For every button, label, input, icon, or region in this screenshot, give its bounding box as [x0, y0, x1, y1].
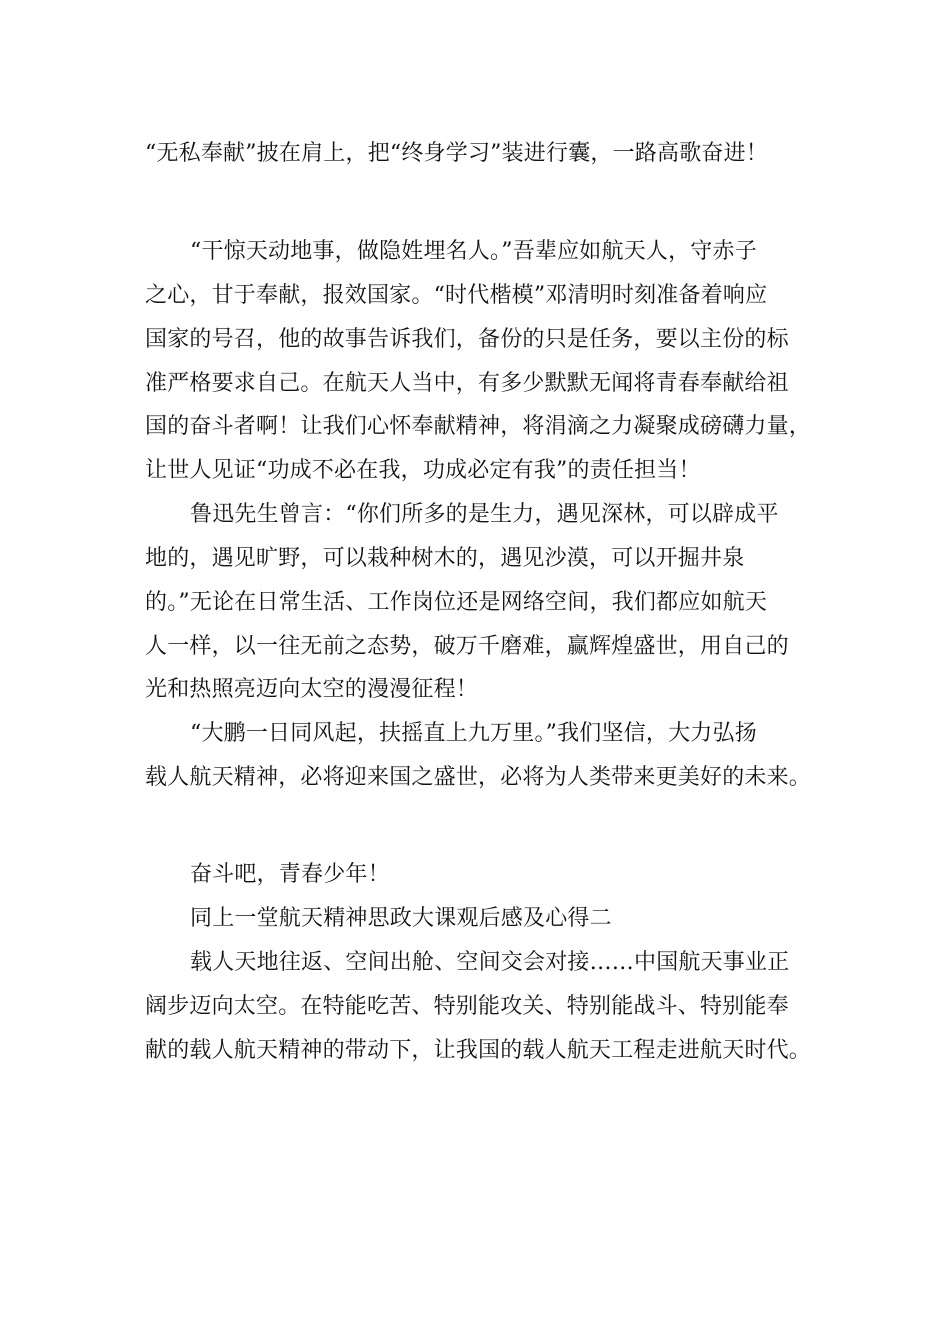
paragraph-3-line-1: 载人航天精神，必将迎来国之盛世，必将为人类带来更美好的未来。	[145, 765, 812, 790]
paragraph-2-line-1: 地的，遇见旷野，可以栽种树木的，遇见沙漠，可以开掘井泉	[145, 546, 745, 571]
paragraph-3-line-0: “大鹏一日同风起，扶摇直上九万里。”我们坚信，大力弘扬	[190, 721, 757, 746]
paragraph-1-line-1: 之心，甘于奉献，报效国家。“时代楷模”邓清明时刻准备着响应	[145, 283, 768, 308]
paragraph-1-line-0: “干惊天动地事，做隐姓埋名人。”吾辈应如航天人，守赤子	[190, 239, 757, 264]
paragraph-4-line-0: 奋斗吧，青春少年！	[190, 862, 390, 887]
paragraph-5-line-0: 同上一堂航天精神思政大课观后感及心得二	[190, 906, 612, 931]
paragraph-1-line-3: 准严格要求自己。在航天人当中，有多少默默无闻将青春奉献给祖	[145, 371, 789, 396]
paragraph-1-line-4: 国的奋斗者啊！让我们心怀奉献精神，将涓滴之力凝聚成磅礴力量，	[145, 414, 812, 439]
paragraph-6-line-0: 载人天地往返、空间出舱、空间交会对接……中国航天事业正	[190, 950, 790, 975]
paragraph-1-line-5: 让世人见证“功成不必在我，功成必定有我”的责任担当！	[145, 458, 701, 483]
paragraph-0-line-0: “无私奉献”披在肩上，把“终身学习”装进行囊，一路高歌奋进！	[145, 141, 768, 166]
paragraph-2-line-0: 鲁迅先生曾言：“你们所多的是生力，遇见深林，可以辟成平	[190, 502, 779, 527]
paragraph-6-line-2: 献的载人航天精神的带动下，让我国的载人航天工程走进航天时代。	[145, 1038, 812, 1063]
paragraph-6-line-1: 阔步迈向太空。在特能吃苦、特别能攻关、特别能战斗、特别能奉	[145, 994, 789, 1019]
paragraph-2-line-4: 光和热照亮迈向太空的漫漫征程！	[145, 677, 479, 702]
paragraph-1-line-2: 国家的号召，他的故事告诉我们，备份的只是任务，要以主份的标	[145, 327, 789, 352]
paragraph-2-line-2: 的。”无论在日常生活、工作岗位还是网络空间，我们都应如航天	[145, 590, 768, 615]
paragraph-2-line-3: 人一样，以一往无前之态势，破万千磨难，赢辉煌盛世，用自己的	[145, 634, 789, 659]
